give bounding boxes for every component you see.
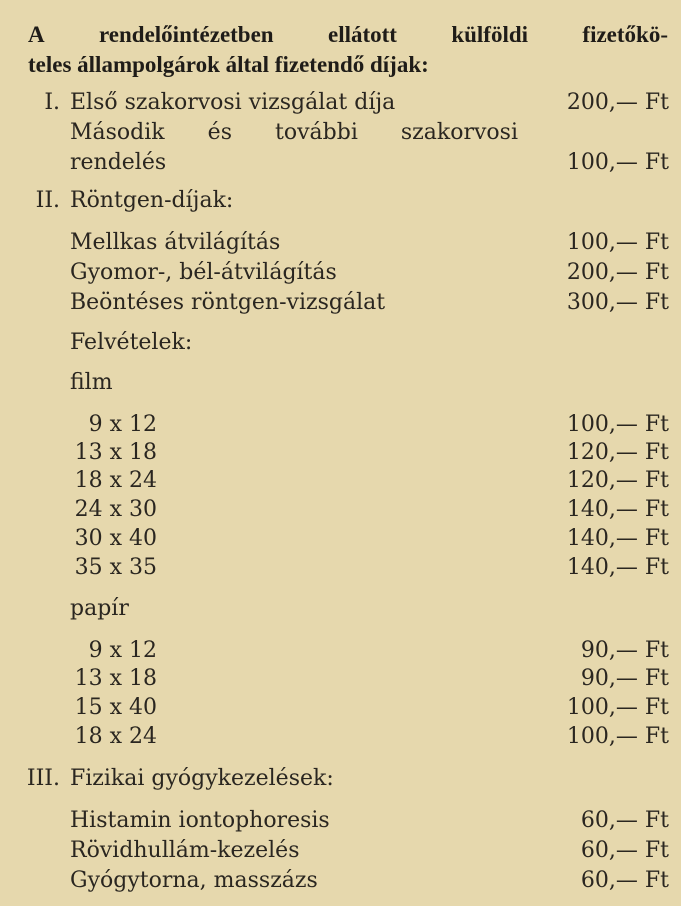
- item-label: Első szakorvosi vizsgálat díja: [70, 90, 396, 115]
- xray-item-row: [0, 288, 681, 318]
- film-heading: [0, 368, 681, 398]
- xray-item-row: [0, 258, 681, 288]
- therapy-item-row: [0, 806, 681, 836]
- size-label: 9 x 12: [88, 412, 157, 437]
- paper-size-row: [0, 693, 681, 723]
- size-label: 35 x 35: [74, 555, 157, 580]
- felvetelek-heading: [0, 328, 681, 358]
- title-word: fizetőkö-: [582, 22, 668, 47]
- item-price: 90,— Ft: [580, 666, 669, 691]
- item-price: 200,— Ft: [566, 90, 669, 115]
- title-line-1: [28, 20, 668, 50]
- section-number: I.: [44, 90, 60, 115]
- title-word: külföldi: [451, 22, 529, 47]
- paper-size-row: [0, 664, 681, 694]
- item-price: 100,— Ft: [566, 412, 669, 437]
- size-label: 18 x 24: [74, 468, 157, 493]
- item-label: rendelés: [70, 150, 167, 175]
- item-label: [70, 118, 518, 148]
- label-word: további: [275, 120, 358, 145]
- item-price: 200,— Ft: [566, 260, 669, 285]
- item-label: Gyógytorna, masszázs: [70, 868, 318, 893]
- item-price: 140,— Ft: [566, 555, 669, 580]
- item-price: 100,— Ft: [566, 150, 669, 175]
- item-price: 120,— Ft: [566, 440, 669, 465]
- papir-heading: [0, 594, 681, 624]
- title-word: rendelőintézetben: [99, 22, 274, 47]
- size-label: 13 x 18: [74, 440, 157, 465]
- item-price: 120,— Ft: [566, 468, 669, 493]
- item-label: Histamin iontophoresis: [70, 808, 330, 833]
- xray-item-row: [0, 228, 681, 258]
- section-1-row-further-exam: [0, 118, 681, 148]
- film-size-row: [0, 438, 681, 468]
- section-1-row-first-exam: [0, 88, 681, 118]
- size-label: 15 x 40: [74, 695, 157, 720]
- size-label: 30 x 40: [74, 526, 157, 551]
- section-2-heading: [0, 186, 681, 216]
- section-1-row-rendeles: [0, 148, 681, 178]
- item-price: 300,— Ft: [566, 290, 669, 315]
- film-size-row: [0, 553, 681, 583]
- item-price: 140,— Ft: [566, 526, 669, 551]
- size-label: 13 x 18: [74, 666, 157, 691]
- item-price: 100,— Ft: [566, 230, 669, 255]
- item-price: 60,— Ft: [580, 838, 669, 863]
- label-word: szakorvosi: [400, 120, 518, 145]
- label-word: és: [207, 120, 232, 145]
- paper-size-row: [0, 722, 681, 752]
- title-word: A: [28, 22, 45, 47]
- item-price: 100,— Ft: [566, 695, 669, 720]
- size-label: 24 x 30: [74, 497, 157, 522]
- item-label: Mellkas átvilágítás: [70, 230, 281, 255]
- size-label: 18 x 24: [74, 724, 157, 749]
- title-word: ellátott: [327, 22, 397, 47]
- item-price: 100,— Ft: [566, 724, 669, 749]
- title-line-2: teles állampolgárok által fizetendő díjak:: [28, 52, 429, 77]
- item-price: 60,— Ft: [580, 868, 669, 893]
- subheading: papír: [70, 596, 129, 621]
- subheading: film: [70, 370, 113, 395]
- section-3-heading: [0, 764, 681, 794]
- item-price: 140,— Ft: [566, 497, 669, 522]
- size-label: 9 x 12: [88, 638, 157, 663]
- section-heading: Fizikai gyógykezelések:: [70, 766, 334, 791]
- therapy-item-row: [0, 836, 681, 866]
- item-label: Rövidhullám-kezelés: [70, 838, 300, 863]
- label-word: Második: [70, 120, 165, 145]
- section-number: II.: [35, 188, 60, 213]
- item-label: Beöntéses röntgen-vizsgálat: [70, 290, 386, 315]
- item-price: 60,— Ft: [580, 808, 669, 833]
- document-title: [28, 20, 668, 80]
- therapy-item-row: [0, 866, 681, 896]
- item-label: Gyomor-, bél-átvilágítás: [70, 260, 337, 285]
- film-size-row: [0, 466, 681, 496]
- film-size-row: [0, 410, 681, 440]
- item-price: 90,— Ft: [580, 638, 669, 663]
- film-size-row: [0, 524, 681, 554]
- paper-size-row: [0, 636, 681, 666]
- subheading: Felvételek:: [70, 330, 193, 355]
- section-heading: Röntgen-díjak:: [70, 188, 234, 213]
- section-number: III.: [26, 766, 60, 791]
- film-size-row: [0, 495, 681, 525]
